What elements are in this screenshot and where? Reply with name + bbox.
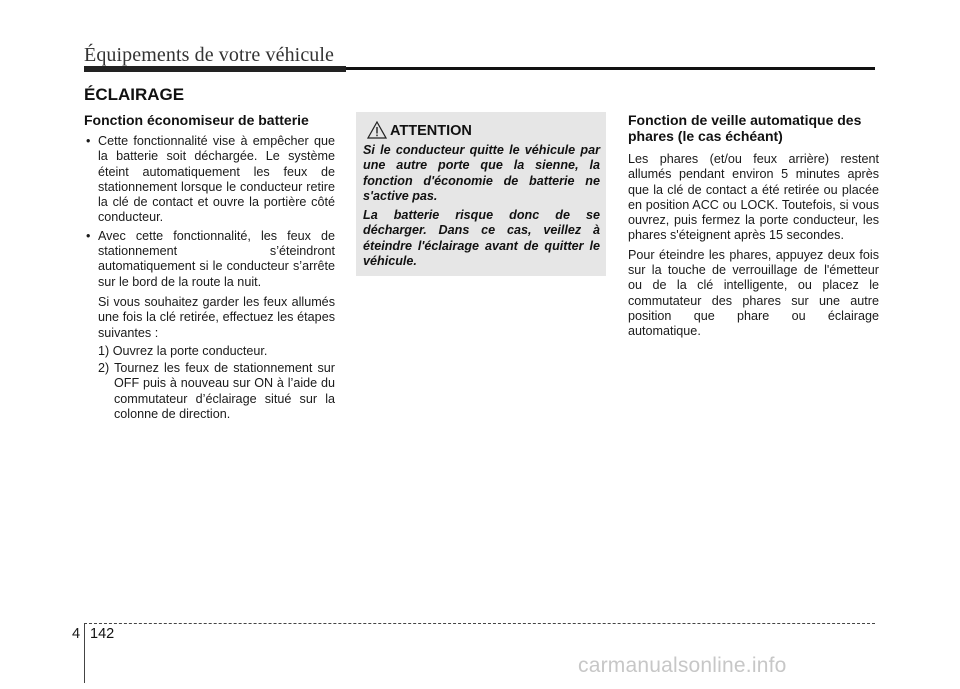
headlamp-delay-heading: Fonction de veille automatique des phares (le cas échéant) — [628, 112, 862, 144]
warning-text — [363, 143, 600, 273]
steps-intro: Si vous souhaitez garder les feux allumés une fois la clé retirée, effectuez les étapes suivantes : — [98, 294, 335, 340]
section-title: ÉCLAIRAGE — [84, 85, 185, 104]
footer-rule — [84, 623, 875, 624]
left-column — [84, 112, 335, 422]
page-number: 142 — [90, 626, 115, 642]
right-column — [628, 112, 879, 344]
battery-saver-heading: Fonction économiseur de batterie — [84, 112, 309, 128]
footer-divider — [84, 623, 85, 683]
warning-title: ATTENTION — [390, 123, 472, 139]
warning-triangle-icon — [367, 121, 387, 139]
step-item: 1) Ouvrez la porte conducteur. — [98, 343, 268, 358]
body-paragraph: Pour éteindre les phares, appuyez deux fois sur la touche de verrouillage de l'émetteur ou de la clé intelligente, ou placez le commutateur des phares sur une autre position que phare ou éclairage automatique. — [628, 247, 879, 339]
chapter-number: 4 — [72, 626, 81, 642]
bullet-item: • Cette fonctionnalité vise à empêcher que la batterie soit déchargée. Le système éteint automatiquement les feux de stationnement lorsque le conducteur retire la clé de contact et ouvre la portière côté conducteur. — [84, 134, 335, 226]
watermark-text: carmanualsonline.info — [578, 654, 787, 677]
bullet-item: • Avec cette fonctionnalité, les feux de stationnement s’éteindront automatiquement si le conducteur s’arrête sur le bord de la route la nuit. — [84, 229, 335, 290]
warning-paragraph: La batterie risque donc de se décharger. Dans ce cas, veillez à éteindre l'éclairage avant de quitter le véhicule. — [363, 208, 600, 269]
step-item: 2) Tournez les feux de stationnement sur OFF puis à nouveau sur ON à l’aide du commutateur d’éclairage situé sur la colonne de direction. — [98, 361, 335, 422]
header-accent-bar — [84, 66, 346, 72]
body-paragraph: Les phares (et/ou feux arrière) restent allumés pendant environ 5 minutes après que la clé de contact a été retirée ou placée en position ACC ou LOCK. Toutefois, si vous ouvrez, puis fermez la porte conducteur, les phares s'éteignent après 15 secondes. — [628, 152, 879, 243]
page-header-title: Équipements de votre véhicule — [84, 44, 335, 66]
warning-paragraph: Si le conducteur quitte le véhicule par une autre porte que la sienne, la fonction d'économie de batterie ne s'active pas. — [363, 143, 600, 203]
